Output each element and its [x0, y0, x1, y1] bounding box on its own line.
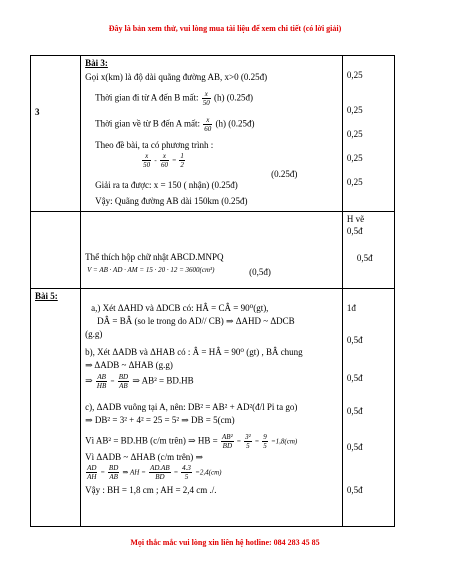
- score: 0,5đ: [346, 442, 363, 452]
- bai-4-formula-score: (0,5đ): [249, 267, 271, 277]
- score: 0,5đ: [346, 335, 363, 345]
- bai-3-line-7: Vậy: Quãng đường AB dài 150km (0.25đ): [95, 196, 248, 206]
- row-bai-3: [31, 56, 395, 212]
- score-label: H vẽ: [346, 214, 365, 224]
- denominator: AH: [87, 473, 97, 481]
- empty-cell: [31, 212, 81, 289]
- denominator: AB: [119, 382, 128, 390]
- equals: =: [110, 377, 115, 386]
- numerator: BD: [108, 464, 119, 472]
- score: 0,25: [346, 129, 363, 139]
- numerator: 9: [263, 433, 267, 441]
- numerator: x: [160, 152, 169, 161]
- numerator: AB²: [222, 433, 233, 441]
- denominator: 2: [180, 161, 184, 169]
- bai-5-b-3: [85, 373, 194, 390]
- answer-table: [30, 55, 395, 527]
- text: Vì AB² = BD.HB (c/m trên) ⇒ HB =: [85, 435, 218, 446]
- score: 0,25: [346, 105, 363, 115]
- bai-5-title: Bài 5:: [35, 291, 58, 301]
- row-bai-4: [31, 212, 395, 289]
- bai-5-c-1: c), ΔADB vuông tại A, nên: DB² = AB² + AD²(đ/l Pi ta go): [85, 402, 298, 412]
- text: ⇒ AB² = BD.HB: [132, 375, 194, 386]
- numerator: x: [202, 90, 211, 99]
- bai-3-content: [81, 56, 343, 212]
- score: 0,25: [346, 153, 363, 163]
- fraction: [262, 433, 268, 450]
- fraction: [202, 90, 211, 107]
- bai-3-line-3: [95, 116, 254, 133]
- bai-3-title: Bài 3:: [85, 58, 108, 68]
- numerator: 4.3: [182, 464, 191, 472]
- text: Thời gian đi từ A đến B mất:: [95, 92, 199, 103]
- bai-4-scores: [342, 212, 394, 289]
- bai-5-c-5: $\frac{AD}{AH}$ = $\frac{BD}{AB}$ ⇒ AH = $\frac{AD.AB}{BD}$ = $\frac{4.3}{5}$ =2,4(cm): [87, 464, 222, 481]
- bai-3-equation: [141, 152, 186, 169]
- numerator: 3²: [245, 433, 251, 441]
- fraction: [96, 373, 107, 390]
- question-number: 3: [35, 107, 40, 117]
- text: (h) (0.25đ): [214, 92, 254, 103]
- fraction: [142, 152, 151, 169]
- row-bai-5: [31, 289, 395, 527]
- score: 0,25: [346, 177, 363, 187]
- denominator: 60: [160, 161, 168, 169]
- score: 0,25: [346, 70, 363, 80]
- denominator: 50: [143, 161, 151, 169]
- denominator: AB: [109, 473, 118, 481]
- bai-5-c-6: Vậy : BH = 1,8 cm ; AH = 2,4 cm ./.: [85, 485, 217, 495]
- bai-3-line-4: Theo đề bài, ta có phương trình :: [95, 140, 214, 150]
- bai-3-scores: [342, 56, 394, 212]
- header-notice: Đây là bản xem thử, vui lòng mua tài liệu để xem chi tiết (có lời giải): [108, 24, 342, 33]
- bai-5-scores: [342, 289, 394, 527]
- bai-3-line-6: Giải ra ta được: x = 150 ( nhận) (0.25đ): [95, 180, 238, 190]
- bai-5-b-2: ⇒ ΔADB ~ ΔHAB (g.g): [85, 360, 173, 370]
- numerator: BD: [118, 373, 129, 381]
- numerator: 1: [180, 152, 184, 160]
- bai-4-formula: V = AB · AD · AM = 15 · 20 · 12 = 3600(cm³): [87, 266, 215, 274]
- numerator: AD: [87, 464, 97, 472]
- text: =2,4(cm): [195, 468, 222, 477]
- fraction: [118, 373, 129, 390]
- bai-3-line-1: Gọi x(km) là độ dài quãng đường AB, x>0 (0.25đ): [85, 72, 268, 82]
- fraction: [221, 433, 234, 450]
- denominator: BD: [222, 442, 233, 450]
- score: 0,5đ: [356, 253, 373, 263]
- minus: -: [154, 156, 157, 165]
- numerator: x: [142, 152, 151, 161]
- implies: ⇒: [85, 375, 93, 386]
- fraction: [244, 433, 252, 450]
- bai-5-c-4: Vì ΔADB ~ ΔHAB (c/m trên) ⇒: [85, 452, 204, 462]
- fraction: [160, 152, 169, 169]
- bai-5-c-2: ⇒ DB² = 3² + 4² = 25 = 5² ⇒ DB = 5(cm): [85, 415, 235, 425]
- bai-5-a-3: (g.g): [85, 329, 103, 339]
- score: 0,5đ: [346, 485, 363, 495]
- bai-5-a-2: DÂ = BÂ (so le trong do AD// CB) ⇒ ΔAHD ~ ΔDCB: [97, 316, 295, 326]
- question-number-cell: [31, 56, 81, 212]
- footer-notice: Mọi thắc mắc vui lòng xin liên hệ hotline: 084 283 45 85: [130, 538, 320, 547]
- bai-3-line-2: [95, 90, 253, 107]
- text: (h) (0.25đ): [215, 118, 255, 129]
- fraction: [149, 464, 171, 481]
- denominator: BD: [155, 473, 165, 481]
- text: =1,8(cm): [270, 437, 298, 446]
- denominator: HB: [96, 382, 107, 390]
- numerator: AD.AB: [150, 464, 170, 472]
- fraction: [181, 464, 192, 481]
- fraction: [86, 464, 97, 481]
- text: ⇒ AH =: [122, 468, 146, 477]
- bai-3-equation-score: (0.25đ): [271, 169, 298, 179]
- numerator: x: [203, 116, 212, 125]
- bai-5-a-1: a,) Xét ΔAHD và ΔDCB có: HÂ = CÂ = 90⁰(gt),: [91, 303, 269, 313]
- bai-4-line-1: Thể thích hộp chữ nhật ABCD.MNPQ: [85, 252, 224, 262]
- score: 1đ: [346, 303, 356, 313]
- fraction: [179, 152, 185, 169]
- denominator: 5: [263, 442, 267, 450]
- fraction: [108, 464, 119, 481]
- fraction: [203, 116, 212, 133]
- bai-5-c-3: Vì AB² = BD.HB (c/m trên) ⇒ HB = $\frac{\text{AB²}}{BD}$ = $\frac{\text{3²}}{5}$ = $\frac{9}{5}$ =1,8(cm): [85, 433, 298, 450]
- bai-5-b-1: b), Xét ΔADB và ΔHAB có : Â = HÂ = 90⁰ (gt) , BÂ chung: [85, 347, 303, 357]
- score: 0,5đ: [346, 406, 363, 416]
- bai-5-content: [81, 289, 343, 527]
- equals: =: [172, 156, 177, 165]
- text: Thời gian về từ B đến A mất:: [95, 118, 201, 129]
- bai-4-content: [81, 212, 343, 289]
- denominator: 5: [246, 442, 250, 450]
- denominator: 50: [202, 99, 210, 107]
- score: 0,5đ: [346, 373, 363, 383]
- score: 0,5đ: [346, 226, 363, 236]
- numerator: AB: [97, 373, 106, 381]
- denominator: 5: [184, 473, 189, 481]
- denominator: 60: [204, 125, 212, 133]
- bai-5-title-cell: [31, 289, 81, 527]
